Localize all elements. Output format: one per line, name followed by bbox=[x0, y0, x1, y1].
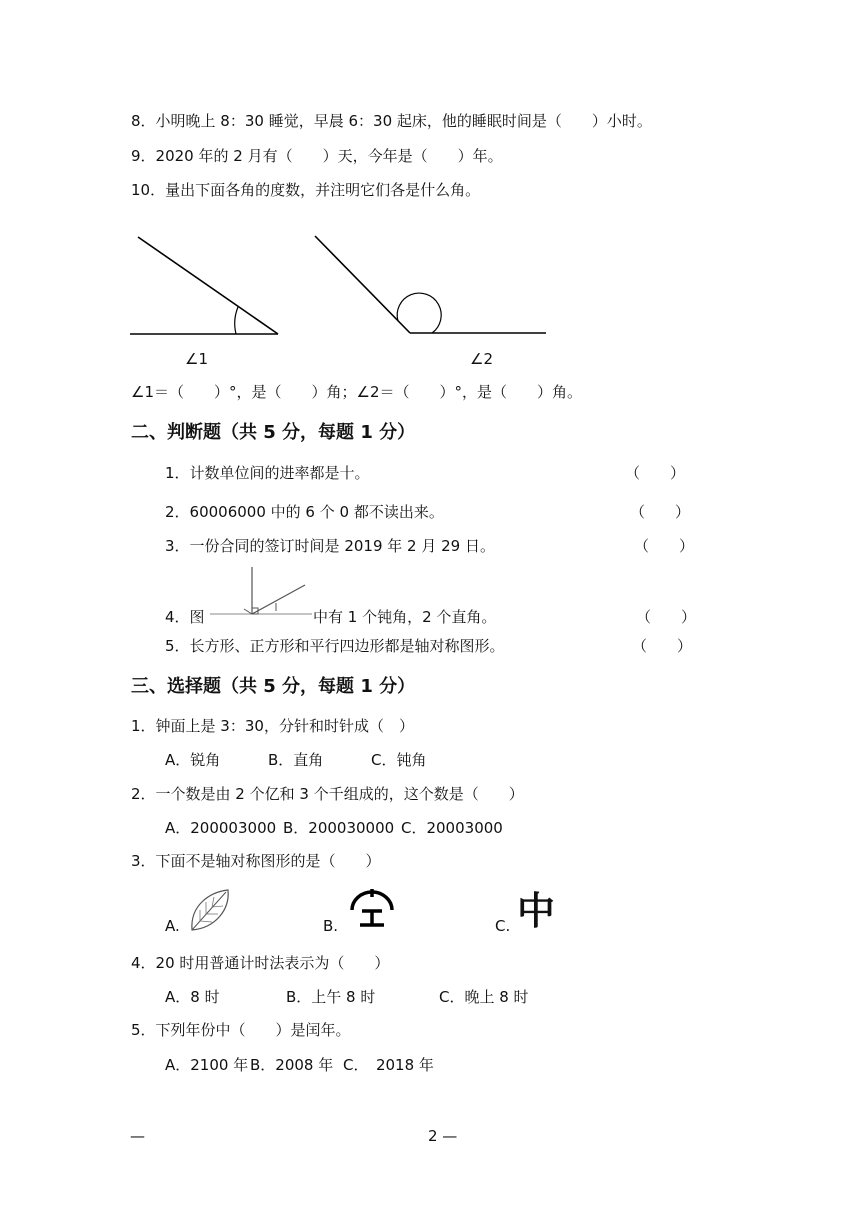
choice-question-5: 5．下列年份中（ ）是闰年。 bbox=[131, 1021, 351, 1039]
judgement-answer-1: （ ） bbox=[625, 464, 686, 482]
choice-3-option-b: B. bbox=[323, 917, 339, 935]
choice-4-option-b: B．上午 8 时 bbox=[286, 988, 376, 1006]
choice-1-option-c: C．钝角 bbox=[371, 751, 427, 769]
choice-4-option-c: C．晚上 8 时 bbox=[439, 988, 529, 1006]
choice-question-1: 1．钟面上是 3：30，分针和时针成（ ） bbox=[131, 717, 414, 735]
choice-1-option-b: B．直角 bbox=[268, 751, 324, 769]
choice-2-option-c: C．20003000 bbox=[401, 819, 503, 837]
section-title-choice: 三、选择题（共 5 分，每题 1 分） bbox=[131, 676, 416, 697]
choice-5-option-b: B．2008 年 bbox=[250, 1056, 334, 1074]
judgement-item-4-start: 4．图 bbox=[165, 608, 205, 626]
judgement-item-2: 2．60006000 中的 6 个 0 都不读出来。 bbox=[165, 503, 444, 521]
judgement-item-4-end: 中有 1 个钝角，2 个直角。 bbox=[313, 608, 497, 626]
judgement-item-3: 3．一份合同的签订时间是 2019 年 2 月 29 日。 bbox=[165, 537, 495, 555]
choice-question-3: 3．下面不是轴对称图形的是（ ） bbox=[131, 852, 381, 870]
choice-2-option-a: A．200003000 bbox=[165, 819, 277, 837]
judgement-answer-3: （ ） bbox=[634, 537, 695, 555]
question-9: 9．2020 年的 2 月有（ ）天，今年是（ ）年。 bbox=[131, 147, 503, 165]
choice-5-option-c: C． 2018 年 bbox=[343, 1056, 434, 1074]
zhong-character: 中 bbox=[517, 889, 556, 933]
section-title-judgement: 二、判断题（共 5 分，每题 1 分） bbox=[131, 422, 416, 443]
judgement-item-5: 5．长方形、正方形和平行四边形都是轴对称图形。 bbox=[165, 637, 505, 655]
question-10: 10．量出下面各角的度数，并注明它们各是什么角。 bbox=[131, 181, 481, 199]
judgement-answer-4: （ ） bbox=[636, 608, 697, 626]
choice-question-2: 2．一个数是由 2 个亿和 3 个千组成的，这个数是（ ） bbox=[131, 785, 524, 803]
choice-5-option-a: A．2100 年 bbox=[165, 1056, 249, 1074]
judgement-answer-5: （ ） bbox=[632, 637, 693, 655]
choice-4-option-a: A．8 时 bbox=[165, 988, 220, 1006]
footer-dash: — bbox=[130, 1127, 145, 1145]
choice-1-option-a: A．锐角 bbox=[165, 751, 221, 769]
choice-3-option-c: C. bbox=[495, 917, 511, 935]
judgement-answer-2: （ ） bbox=[630, 503, 691, 521]
choice-3-option-a: A. bbox=[165, 917, 180, 935]
angle-answer-line: ∠1＝（ ）°，是（ ）角；∠2＝（ ）°，是（ ）角。 bbox=[131, 383, 582, 401]
question-8: 8．小明晚上 8：30 睡觉，早晨 6：30 起床，他的睡眠时间是（ ）小时。 bbox=[131, 112, 652, 130]
choice-question-4: 4．20 时用普通计时法表示为（ ） bbox=[131, 954, 390, 972]
angle-2-label: ∠2 bbox=[470, 350, 493, 368]
page-number: 2 — bbox=[428, 1127, 458, 1145]
angle-1-label: ∠1 bbox=[185, 350, 208, 368]
judgement-item-1: 1．计数单位间的进率都是十。 bbox=[165, 464, 370, 482]
choice-2-option-b: B．200030000 bbox=[283, 819, 395, 837]
